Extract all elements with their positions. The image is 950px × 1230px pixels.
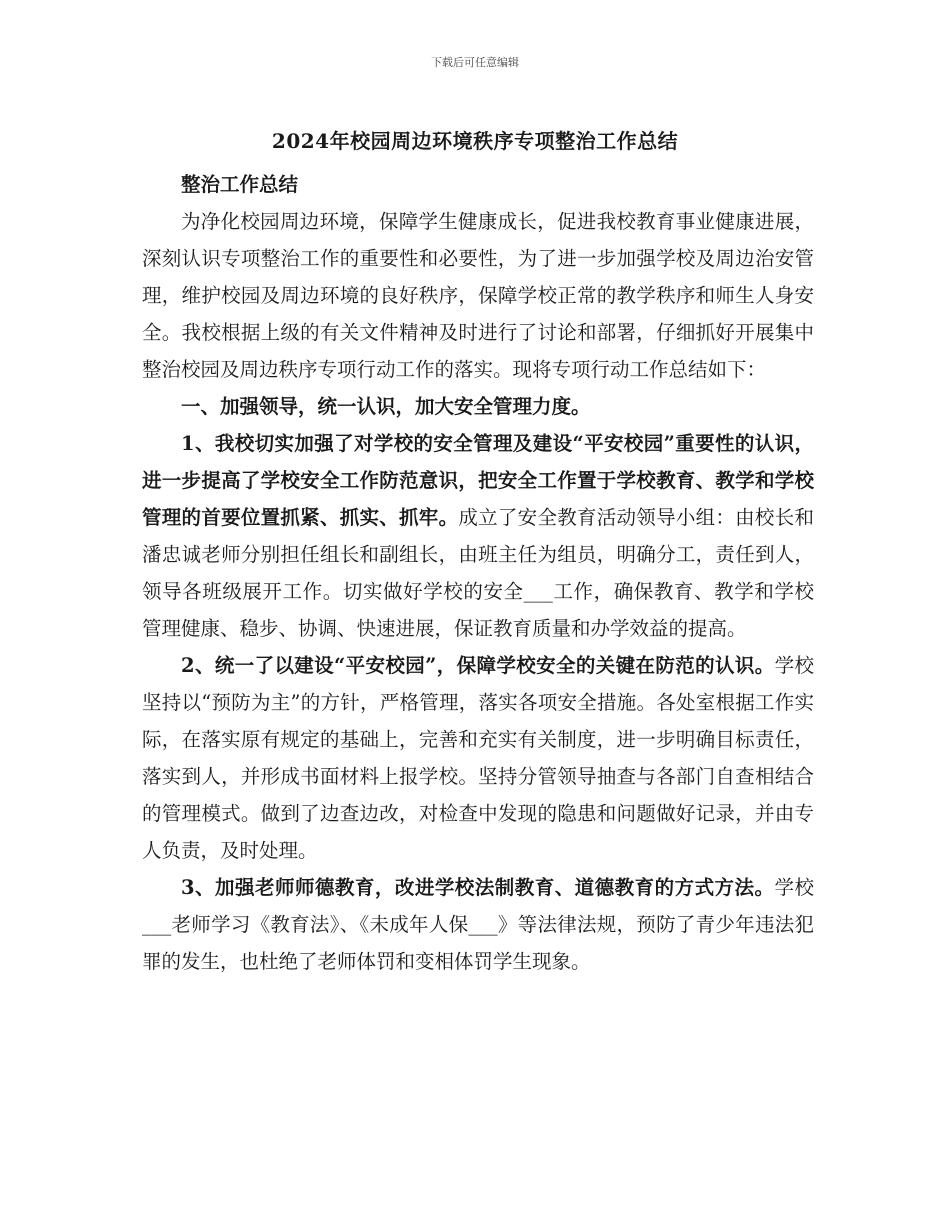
item-body-3: 学校___老师学习《教育法》、《未成年人保___》等法律法规，预防了青少年违法犯罪的发生，也杜绝了老师体罚和变相体罚学生现象。 xyxy=(142,876,814,973)
section-heading: 一、加强领导，统一认识，加大安全管理力度。 xyxy=(181,395,591,418)
item-body-2: 学校坚持以“预防为主”的方针，严格管理，落实各项安全措施。各处室根据工作实际，在落实原有规定的基础上，完善和充实有关制度，进一步明确目标责任，落实到人，并形成书面材料上报学校。坚持分管领导抽查与各部门自查相结合的管理模式。做到了边查边改，对检查中发现的隐患和问题做好记录，并由专人负责，及时处理。 xyxy=(142,654,814,862)
item-lead-3: 3、加强老师师德教育，改进学校法制教育、道德教育的方式方法。 xyxy=(181,876,775,899)
item-lead-1: 1、我校切实加强了对学校的安全管理及建设“平安校园”重要性的认识，进一步提高了学校安全工作防范意识，把安全工作置于学校教育、教学和学校管理的首要位置抓紧、抓实、抓牢。 xyxy=(142,432,814,529)
item-lead-2: 2、统一了以建设“平安校园”，保障学校安全的关键在防范的认识。 xyxy=(181,654,775,677)
item-paragraph-2 xyxy=(142,647,814,869)
document-subtitle: 整治工作总结 xyxy=(181,173,299,196)
item-body-1: 成立了安全教育活动领导小组：由校长和潘忠诚老师分别担任组长和副组长，由班主任为组员，明确分工，责任到人，领导各班级展开工作。切实做好学校的安全___工作，确保教育、教学和学校管理健康、稳步、协调、快速进展，保证教育质量和办学效益的提高。 xyxy=(142,506,814,640)
intro-paragraph: 为净化校园周边环境，保障学生健康成长，促进我校教育事业健康进展，深刻认识专项整治工作的重要性和必要性，为了进一步加强学校及周边治安管理，维护校园及周边环境的良好秩序，保障学校正常的教学秩序和师生人身安全。我校根据上级的有关文件精神及时进行了讨论和部署，仔细抓好开展集中整治校园及周边秩序专项行动工作的落实。现将专项行动工作总结如下： xyxy=(142,210,814,381)
document-body xyxy=(142,166,814,980)
item-paragraph-1 xyxy=(142,425,814,647)
item-paragraph-3 xyxy=(142,869,814,980)
document-title: 2024年校园周边环境秩序专项整治工作总结 xyxy=(271,129,679,153)
page-header: 下载后可任意编辑 xyxy=(431,56,519,69)
